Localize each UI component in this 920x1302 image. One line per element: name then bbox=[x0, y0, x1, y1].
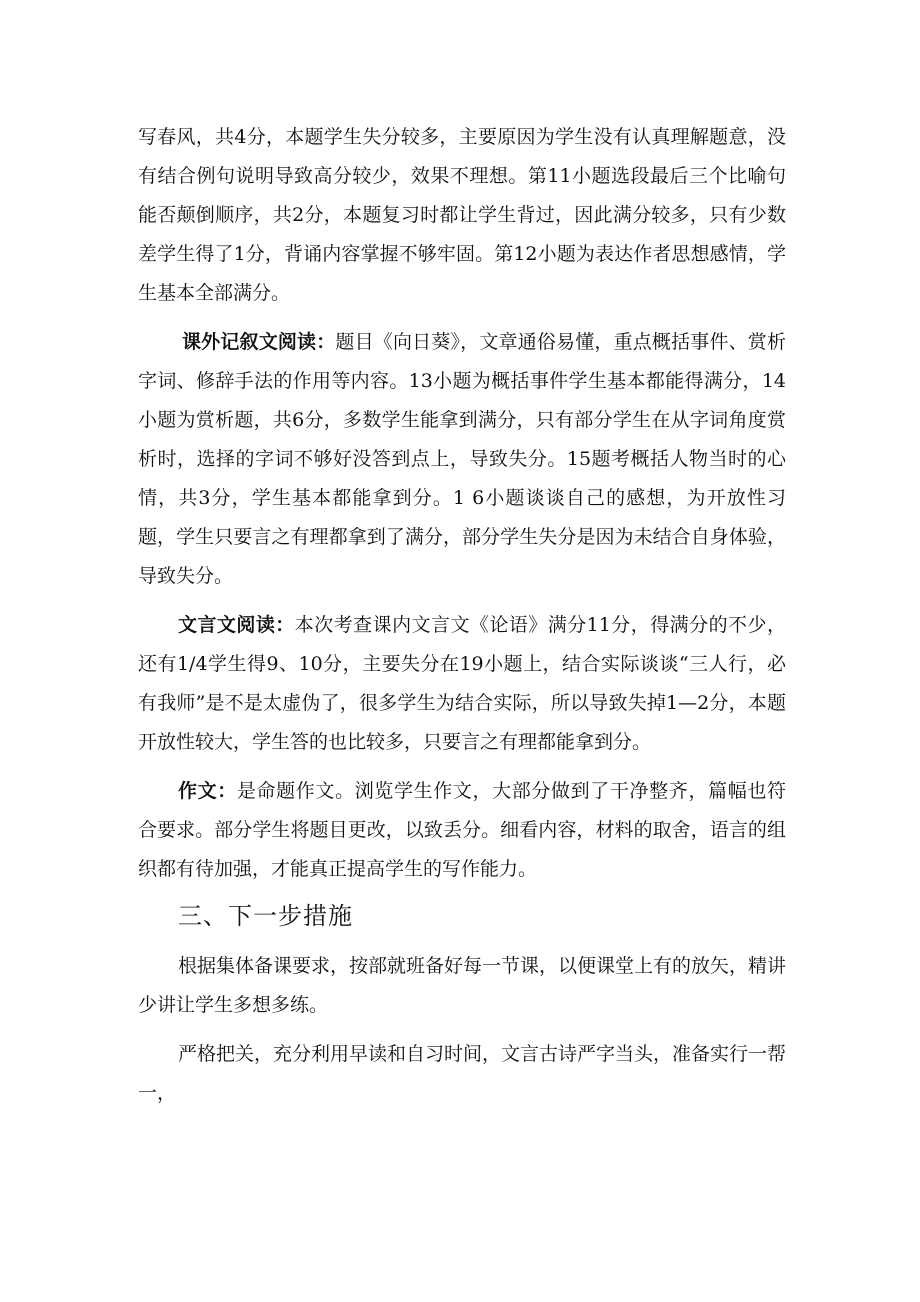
paragraph-text: 严格把关，充分利用早读和自习时间，文言古诗严字当头，准备实行一帮一， bbox=[138, 1043, 787, 1104]
section-heading-next-steps: 三、下一步措施 bbox=[178, 902, 353, 930]
paragraph-text: 是命题作文。浏览学生作文，大部分做到了干净整齐，篇幅也符合要求。部分学生将题目更改，以致丢分。细看内容，材料的取舍，语言的组织都有待加强，才能真正提高学生的写作能力。 bbox=[138, 780, 786, 880]
paragraph-text: 题目《向日葵》，文章通俗易懂，重点概括事件、赏析字词、修辞手法的作用等内容。13小题为概括事件学生基本都能得满分，14小题为赏析题，共6分，多数学生能拿到满分，只有部分学生在从字词角度赏析时，选择的字词不够好没答到点上，导致失分。15题考概括人物当时的心情，共3分，学生基本都能拿到分。1 6小题谈谈自己的感想，为开放性习题，学生只要言之有理都拿到了满分，部分学生失分是因为未结合自身体验，导致失分。 bbox=[138, 331, 786, 587]
paragraph-text: 根据集体备课要求，按部就班备好每一节课，以便课堂上有的放矢，精讲少讲让学生多想多练。 bbox=[138, 955, 787, 1016]
paragraph-text: 本次考查课内文言文《论语》满分11分，得满分的不少，还有1/4学生得9、10分，主要失分在19小题上，结合实际谈谈“三人行，必有我师”是不是太虚伪了，很多学生为结合实际，所以导致失掉1—2分，本题开放性较大，学生答的也比较多，只要言之有理都能拿到分。 bbox=[138, 614, 786, 753]
section-lead-composition: 作文： bbox=[178, 780, 237, 802]
section-lead-classical: 文言文阅读： bbox=[178, 614, 295, 636]
paragraph-narrative-reading bbox=[138, 323, 786, 596]
paragraph-strict-check bbox=[138, 1035, 786, 1113]
paragraph-text: 写春风，共4分，本题学生失分较多，主要原因为学生没有认真理解题意，没有结合例句说明导致高分较少，效果不理想。第11小题选段最后三个比喻句能否颠倒顺序，共2分，本题复习时都让学生背过，因此满分较多，只有少数差学生得了1分，背诵内容掌握不够牢固。第12小题为表达作者思想感情，学生基本全部满分。 bbox=[138, 126, 786, 304]
paragraph-lesson-prep bbox=[138, 947, 786, 1025]
paragraph-classical-reading bbox=[138, 606, 786, 762]
document-page bbox=[138, 118, 786, 1113]
paragraph-composition bbox=[138, 772, 786, 889]
section-lead-narrative: 课外记叙文阅读： bbox=[182, 331, 336, 353]
paragraph-poetry-analysis bbox=[138, 118, 786, 313]
